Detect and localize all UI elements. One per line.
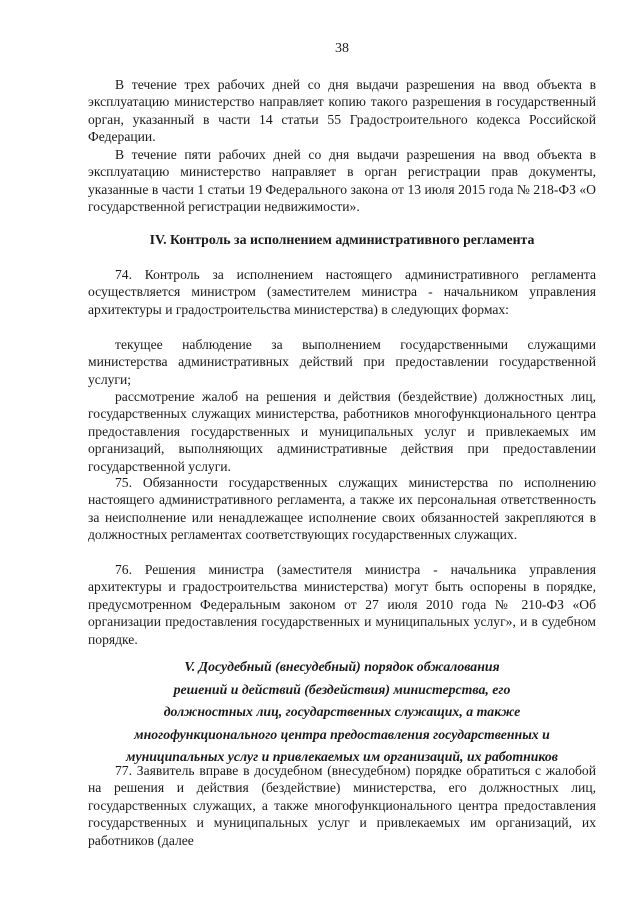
paragraph-76: 76. Решения министра (заместителя министра - начальника управления архитектуры и градостроительства министерства) могут быть оспорены в порядке, предусмотренном Федеральным законом от 27 июля 2010 года № 210-ФЗ «Об организации предоставления государственных и муниципальных услуг», и в судебном порядке. — [88, 562, 596, 647]
paragraph-75: 75. Обязанности государственных служащих министерства по исполнению настоящего административного регламента, а также их персональная ответственность за неисполнение или ненадлежащее исполнение своих обязанностей закрепляются в должностных регламентах соответствующих государственных служащих. — [88, 475, 596, 543]
paragraph-74: 74. Контроль за исполнением настоящего административного регламента осуществляется министром (заместителем министра - начальником управления архитектуры и градостроительства министерства) в следующих формах: — [88, 267, 596, 317]
section-v-heading-line-1: V. Досудебный (внесудебный) порядок обжалования — [184, 659, 500, 674]
paragraph-permit-registration: В течение пяти рабочих дней со дня выдачи разрешения на ввод объекта в эксплуатацию министерство направляет в орган регистрации прав документы, указанные в части 1 статьи 19 Федерального закона от 13 июля 2015 года № 218-ФЗ «О государственной регистрации недвижимости». — [88, 147, 596, 215]
paragraph-permit-copy: В течение трех рабочих дней со дня выдачи разрешения на ввод объекта в эксплуатацию министерство направляет копию такого разрешения в государственный орган, указанный в части 14 статьи 55 Градостроительного кодекса Российской Федерации. — [88, 77, 596, 145]
section-v-heading — [88, 656, 596, 769]
section-v-heading-line-3: должностных лиц, государственных служащих, а также — [163, 704, 521, 719]
section-v-heading-line-2: решений и действий (бездействия) министерства, его — [173, 681, 511, 697]
page-number: 38 — [335, 41, 349, 56]
document-page — [88, 0, 596, 905]
paragraph-77: 77. Заявитель вправе в досудебном (внесудебном) порядке обратиться с жалобой на решения и действия (бездействие) министерства, его должностных лиц, государственных служащих, а также многофункционального центра предоставления государственных и муниципальных услуг и привлекаемых им организаций, их работников (далее — [88, 763, 596, 848]
paragraph-74-form-1: текущее наблюдение за выполнением государственными служащими министерства административных действий при предоставлении государственной услуги; — [88, 337, 596, 387]
section-v-heading-line-4: многофункционального центра предоставления государственных и — [134, 726, 550, 742]
section-iv-heading: IV. Контроль за исполнением административного регламента — [149, 232, 535, 247]
paragraph-74-form-2: рассмотрение жалоб на решения и действия (бездействие) должностных лиц, государственных служащих министерства, работников многофункционального центра предоставления государственных и муниципальных услуг и привлекаемых им организаций, выполняющих административные действия при предоставлении государственной услуги. — [88, 389, 596, 474]
section-v-heading-line-5: муниципальных услуг и привлекаемых им организаций, их работников — [126, 749, 558, 764]
